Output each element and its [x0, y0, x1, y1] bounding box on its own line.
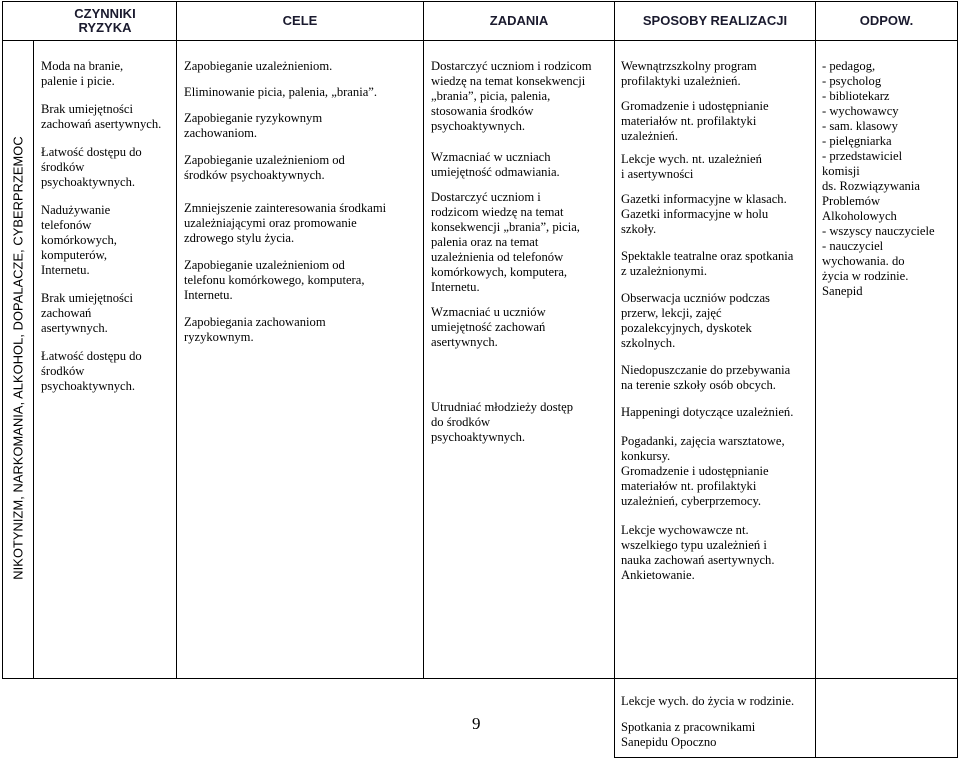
cele-cell [184, 59, 422, 357]
zadania-cell [431, 59, 613, 457]
col-divider-2 [423, 1, 424, 678]
czynnik-item: Nadużywanie telefonów komórkowych, komputerów, Internetu. [41, 203, 117, 277]
cel-item: Zapobieganie uzależnieniom od telefonu komórkowego, komputera, Internetu. [184, 258, 365, 302]
col-divider-3 [614, 1, 615, 757]
table-right-border [957, 1, 958, 757]
zadanie-item: Wzmacniać u uczniów umiejętność zachowań asertywnych. [431, 305, 546, 349]
cel-item: Zmniejszenie zainteresowania środkami uzależniającymi oraz promowanie zdrowego stylu życia. [184, 201, 387, 245]
sposoby-realizacji-cell [621, 59, 814, 595]
cel-item: Eliminowanie picia, palenia, „brania”. [184, 85, 378, 99]
sposob-item: Gazetki informacyjne w klasach. Gazetki informacyjne w holu szkoły. [621, 192, 787, 236]
sposob-item: Lekcje wych. nt. uzależnień i asertywności [621, 152, 762, 181]
sposob-item: Obserwacja uczniów podczas przerw, lekcji, zajęć pozalekcyjnych, dyskotek szkolnych. [621, 291, 770, 350]
header-cele: CELE [282, 13, 318, 28]
header-odpowiedzialni: ODPOW. [859, 13, 914, 28]
zadanie-item: Wzmacniać w uczniach umiejętność odmawiania. [431, 150, 560, 179]
header-zadania: ZADANIA [489, 13, 549, 28]
zadanie-item: Dostarczyć uczniom i rodzicom wiedzę na temat konsekwencji „brania”, picia, palenia oraz na temat uzależnienia od telefonów komórkowych, komputera, Internetu. [431, 190, 580, 294]
header-czynniki-ryzyka: CZYNNIKI RYZYKA [74, 6, 136, 35]
cel-item: Zapobieganie ryzykownym zachowaniom. [184, 111, 323, 140]
vertical-category-label: NIKOTYNIZM, NARKOMANIA, ALKOHOL, DOPALACZE, CYBERPRZEMOC [10, 136, 26, 580]
page-number: 9 [472, 714, 481, 733]
sposob-item: Spektakle teatralne oraz spotkania z uzależnionymi. [621, 249, 794, 278]
zadanie-item: Dostarczyć uczniom i rodzicom wiedzę na temat konsekwencji „brania”, picia, palenia, stosowania środków psychoaktywnych. [431, 59, 592, 133]
col-divider-4 [815, 1, 816, 757]
czynniki-ryzyka-cell [41, 59, 175, 407]
zadanie-item: Utrudniać młodzieży dostęp do środków psychoaktywnych. [431, 400, 573, 444]
col-divider-1 [176, 1, 177, 678]
sposob-item: Niedopuszczanie do przebywania na terenie szkoły osób obcych. [621, 363, 791, 392]
czynnik-item: Łatwość dostępu do środków psychoaktywnych. [41, 349, 142, 393]
cel-item: Zapobiegania zachowaniom ryzykownym. [184, 315, 326, 344]
sposob-item: Spotkania z pracownikami Sanepidu Opoczno [621, 720, 756, 749]
sposob-item: Wewnątrzszkolny program profilaktyki uzależnień. [621, 59, 757, 88]
sposob-item: Lekcje wychowawcze nt. wszelkiego typu uzależnień i nauka zachowań asertywnych. Ankietowanie. [621, 523, 775, 582]
sposob-item: Pogadanki, zajęcia warsztatowe, konkursy. Gromadzenie i udostępnianie materiałów nt. profilaktyki uzależnień, cyberprzemocy. [621, 434, 785, 508]
czynnik-item: Łatwość dostępu do środków psychoaktywnych. [41, 145, 142, 189]
czynnik-item: Brak umiejętności zachowań asertywnych. [41, 291, 133, 335]
cel-item: Zapobieganie uzależnieniom od środków psychoaktywnych. [184, 153, 345, 182]
sposob-item: Happeningi dotyczące uzależnień. [621, 405, 794, 419]
sposob-item: Gromadzenie i udostępnianie materiałów nt. profilaktyki uzależnień. [621, 99, 769, 143]
col-divider-label [33, 40, 34, 678]
odpowiedzialni-cell [822, 59, 956, 311]
czynnik-item: Brak umiejętności zachowań asertywnych. [41, 102, 162, 131]
bottom-sposoby-cell [621, 694, 814, 762]
table-left-border [2, 1, 3, 678]
odpowiedzialni-list: - pedagog, - psycholog - bibliotekarz - wychowawcy - sam. klasowy - pielęgniarka - przedstawiciel komisji ds. Rozwiązywania Problemów Alkoholowych - wszyscy nauczyciele - nauczyciel wychowania. do życia w rodzinie. Sanepid [822, 59, 935, 298]
czynnik-item: Moda na branie, palenie i picie. [41, 59, 124, 88]
header-sposoby-realizacji: SPOSOBY REALIZACJI [642, 13, 788, 28]
sposob-item: Lekcje wych. do życia w rodzinie. [621, 694, 795, 708]
cel-item: Zapobieganie uzależnieniom. [184, 59, 333, 73]
